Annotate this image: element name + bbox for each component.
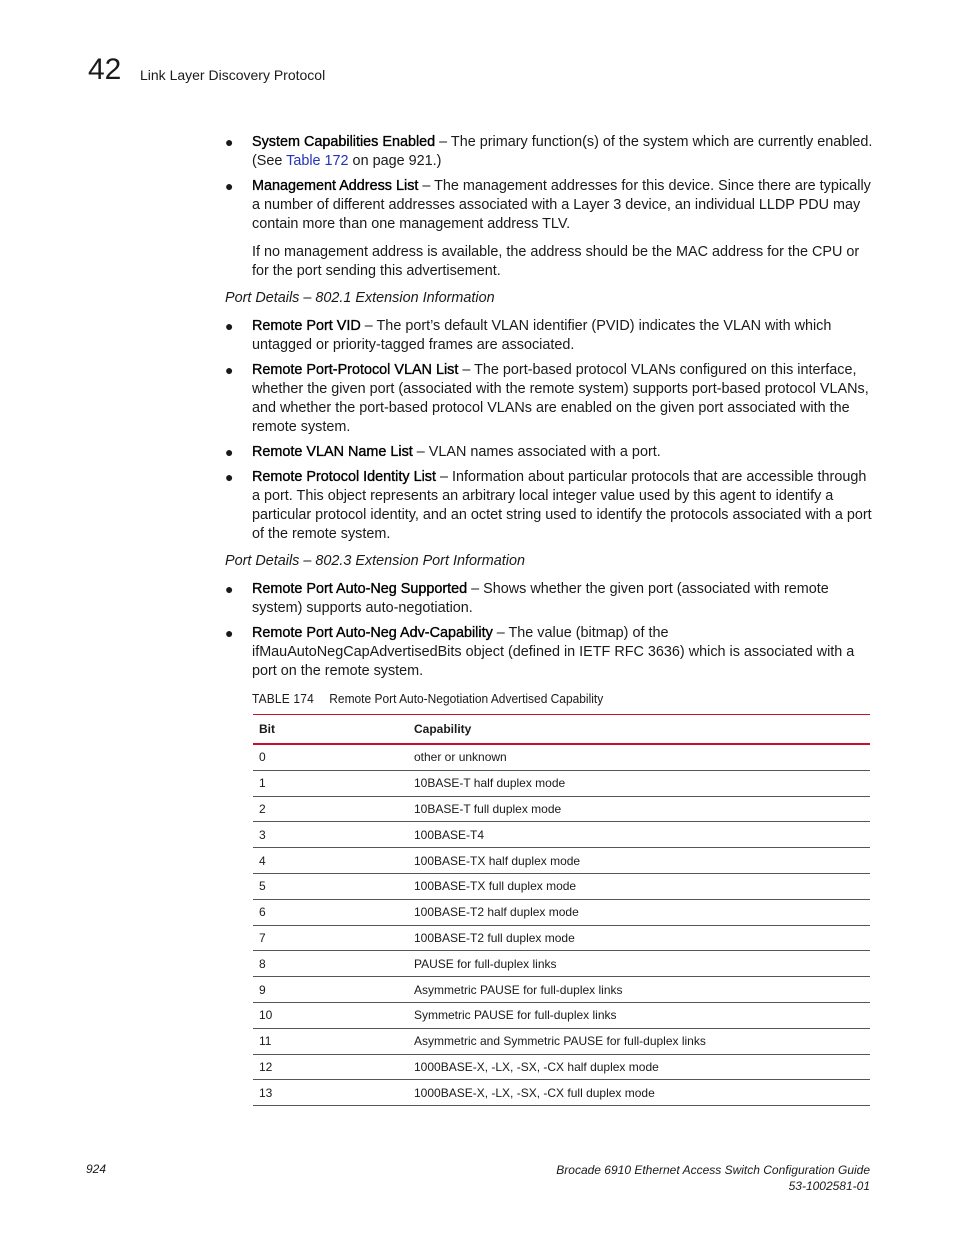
table-row (253, 797, 870, 823)
list-item (225, 580, 875, 618)
table-body (253, 745, 870, 1106)
bullet-icon: ● (225, 318, 234, 334)
term: Management Address List (252, 178, 419, 194)
table-row (253, 926, 870, 952)
description: – Information about particular protocols that are accessible through a port. This object represents an arbitrary local integer value used by this agent to identify a particular protocol identity, and an octet string used to identify the protocols associated with a port of the remote system. (252, 469, 872, 542)
capability-cell: 10BASE-T full duplex mode (414, 801, 562, 816)
chapter-number: 42 (88, 53, 122, 86)
page-number: 924 (86, 1162, 107, 1176)
table-row (253, 745, 870, 771)
description: – The value (bitmap) of the ifMauAutoNegCapAdvertisedBits object (defined in IETF RFC 3636) which is associated with a port on the remote system. (252, 625, 855, 679)
table-row (253, 771, 870, 797)
description: – The management addresses for this device. Since there are typically a number of different addresses associated with a Layer 3 device, an individual LLDP PDU may contain more than one management address TLV. (252, 178, 871, 232)
list-item (225, 468, 875, 544)
table-row (253, 1055, 870, 1081)
table-172-link[interactable]: Table 172 (286, 153, 349, 169)
bit-cell: 13 (259, 1085, 273, 1100)
bullet-icon: ● (225, 134, 234, 150)
list-item (225, 624, 875, 681)
bit-cell: 0 (259, 750, 266, 765)
bullet-icon: ● (225, 581, 234, 597)
bit-cell: 7 (259, 930, 266, 945)
bullet-icon: ● (225, 625, 234, 641)
capability-cell: 100BASE-TX half duplex mode (414, 853, 581, 868)
bullet-icon: ● (225, 362, 234, 378)
footer-doc-info (556, 1162, 870, 1194)
table-row (253, 1003, 870, 1029)
bit-cell: 3 (259, 827, 266, 842)
bullet-icon: ● (225, 469, 234, 485)
bullet-icon: ● (225, 444, 234, 460)
term: Remote VLAN Name List (252, 444, 413, 460)
column-header-bit: Bit (259, 722, 275, 736)
capability-cell: 1000BASE-X, -LX, -SX, -CX half duplex mode (414, 1059, 659, 1074)
doc-number: 53-1002581-01 (788, 1179, 870, 1193)
term: Remote Port VID (252, 318, 361, 334)
capability-cell: 100BASE-TX full duplex mode (414, 879, 577, 894)
capability-cell: 100BASE-T4 (414, 827, 485, 842)
table-label: TABLE 174 (252, 691, 314, 706)
bit-cell: 12 (259, 1059, 273, 1074)
table-row (253, 848, 870, 874)
doc-title: Brocade 6910 Ethernet Access Switch Configuration Guide (556, 1163, 870, 1177)
bit-cell: 8 (259, 956, 266, 971)
list-item (225, 177, 875, 234)
term: Remote Port Auto-Neg Supported (252, 581, 468, 597)
term: Remote Port-Protocol VLAN List (252, 362, 459, 378)
column-header-capability: Capability (414, 722, 472, 736)
paragraph: If no management address is available, the address should be the MAC address for the CPU or for the port sending this advertisement. (252, 244, 860, 279)
table-row (253, 874, 870, 900)
list-item (225, 317, 875, 355)
description: – The port’s default VLAN identifier (PVID) indicates the VLAN with which untagged or priority-tagged frames are associated. (252, 318, 832, 353)
bullet-icon: ● (225, 178, 234, 194)
bit-cell: 9 (259, 982, 266, 997)
bit-cell: 2 (259, 801, 266, 816)
capability-cell: other or unknown (414, 750, 507, 765)
term: Remote Protocol Identity List (252, 469, 436, 485)
page-content (225, 133, 875, 687)
capability-cell: 100BASE-T2 half duplex mode (414, 905, 579, 920)
description: – The primary function(s) of the system which are currently enabled. (See (252, 134, 873, 169)
table-row (253, 822, 870, 848)
bit-cell: 6 (259, 905, 266, 920)
section-heading: Port Details – 802.1 Extension Information (225, 290, 495, 306)
table-title: Remote Port Auto-Negotiation Advertised Capability (329, 691, 604, 706)
bit-cell: 4 (259, 853, 266, 868)
bit-cell: 11 (259, 1034, 272, 1049)
table-row (253, 1029, 870, 1055)
bit-cell: 1 (259, 776, 266, 791)
list-item (225, 443, 875, 462)
table-row (253, 900, 870, 926)
list-item (225, 361, 875, 437)
capability-cell: Asymmetric and Symmetric PAUSE for full-duplex links (414, 1034, 706, 1049)
capability-cell: PAUSE for full-duplex links (414, 956, 557, 971)
description: – VLAN names associated with a port. (412, 444, 661, 460)
table-caption (252, 691, 603, 706)
bit-cell: 5 (259, 879, 266, 894)
table-header (253, 715, 870, 745)
list-item (225, 133, 875, 171)
table-row (253, 951, 870, 977)
table-row (253, 1080, 870, 1106)
capability-cell: Asymmetric PAUSE for full-duplex links (414, 982, 623, 997)
capability-cell: 10BASE-T half duplex mode (414, 776, 566, 791)
description: – Shows whether the given port (associated with remote system) supports auto-negotiation. (252, 581, 829, 616)
capability-table (253, 714, 870, 1106)
bit-cell: 10 (259, 1008, 273, 1023)
chapter-title: Link Layer Discovery Protocol (140, 67, 326, 83)
capability-cell: 100BASE-T2 full duplex mode (414, 930, 575, 945)
term: Remote Port Auto-Neg Adv-Capability (252, 625, 493, 641)
capability-cell: 1000BASE-X, -LX, -SX, -CX full duplex mode (414, 1085, 655, 1100)
term: System Capabilities Enabled (252, 134, 436, 150)
description: – The port-based protocol VLANs configured on this interface, whether the given port (associated with the remote system) supports port-based protocol VLANs, and whether the port-based protocol VLANs are enabled on the given port associated with the remote system. (252, 362, 869, 435)
section-heading: Port Details – 802.3 Extension Port Information (225, 553, 525, 569)
capability-cell: Symmetric PAUSE for full-duplex links (414, 1008, 617, 1023)
description-end: on page 921.) (348, 153, 442, 169)
table-row (253, 977, 870, 1003)
